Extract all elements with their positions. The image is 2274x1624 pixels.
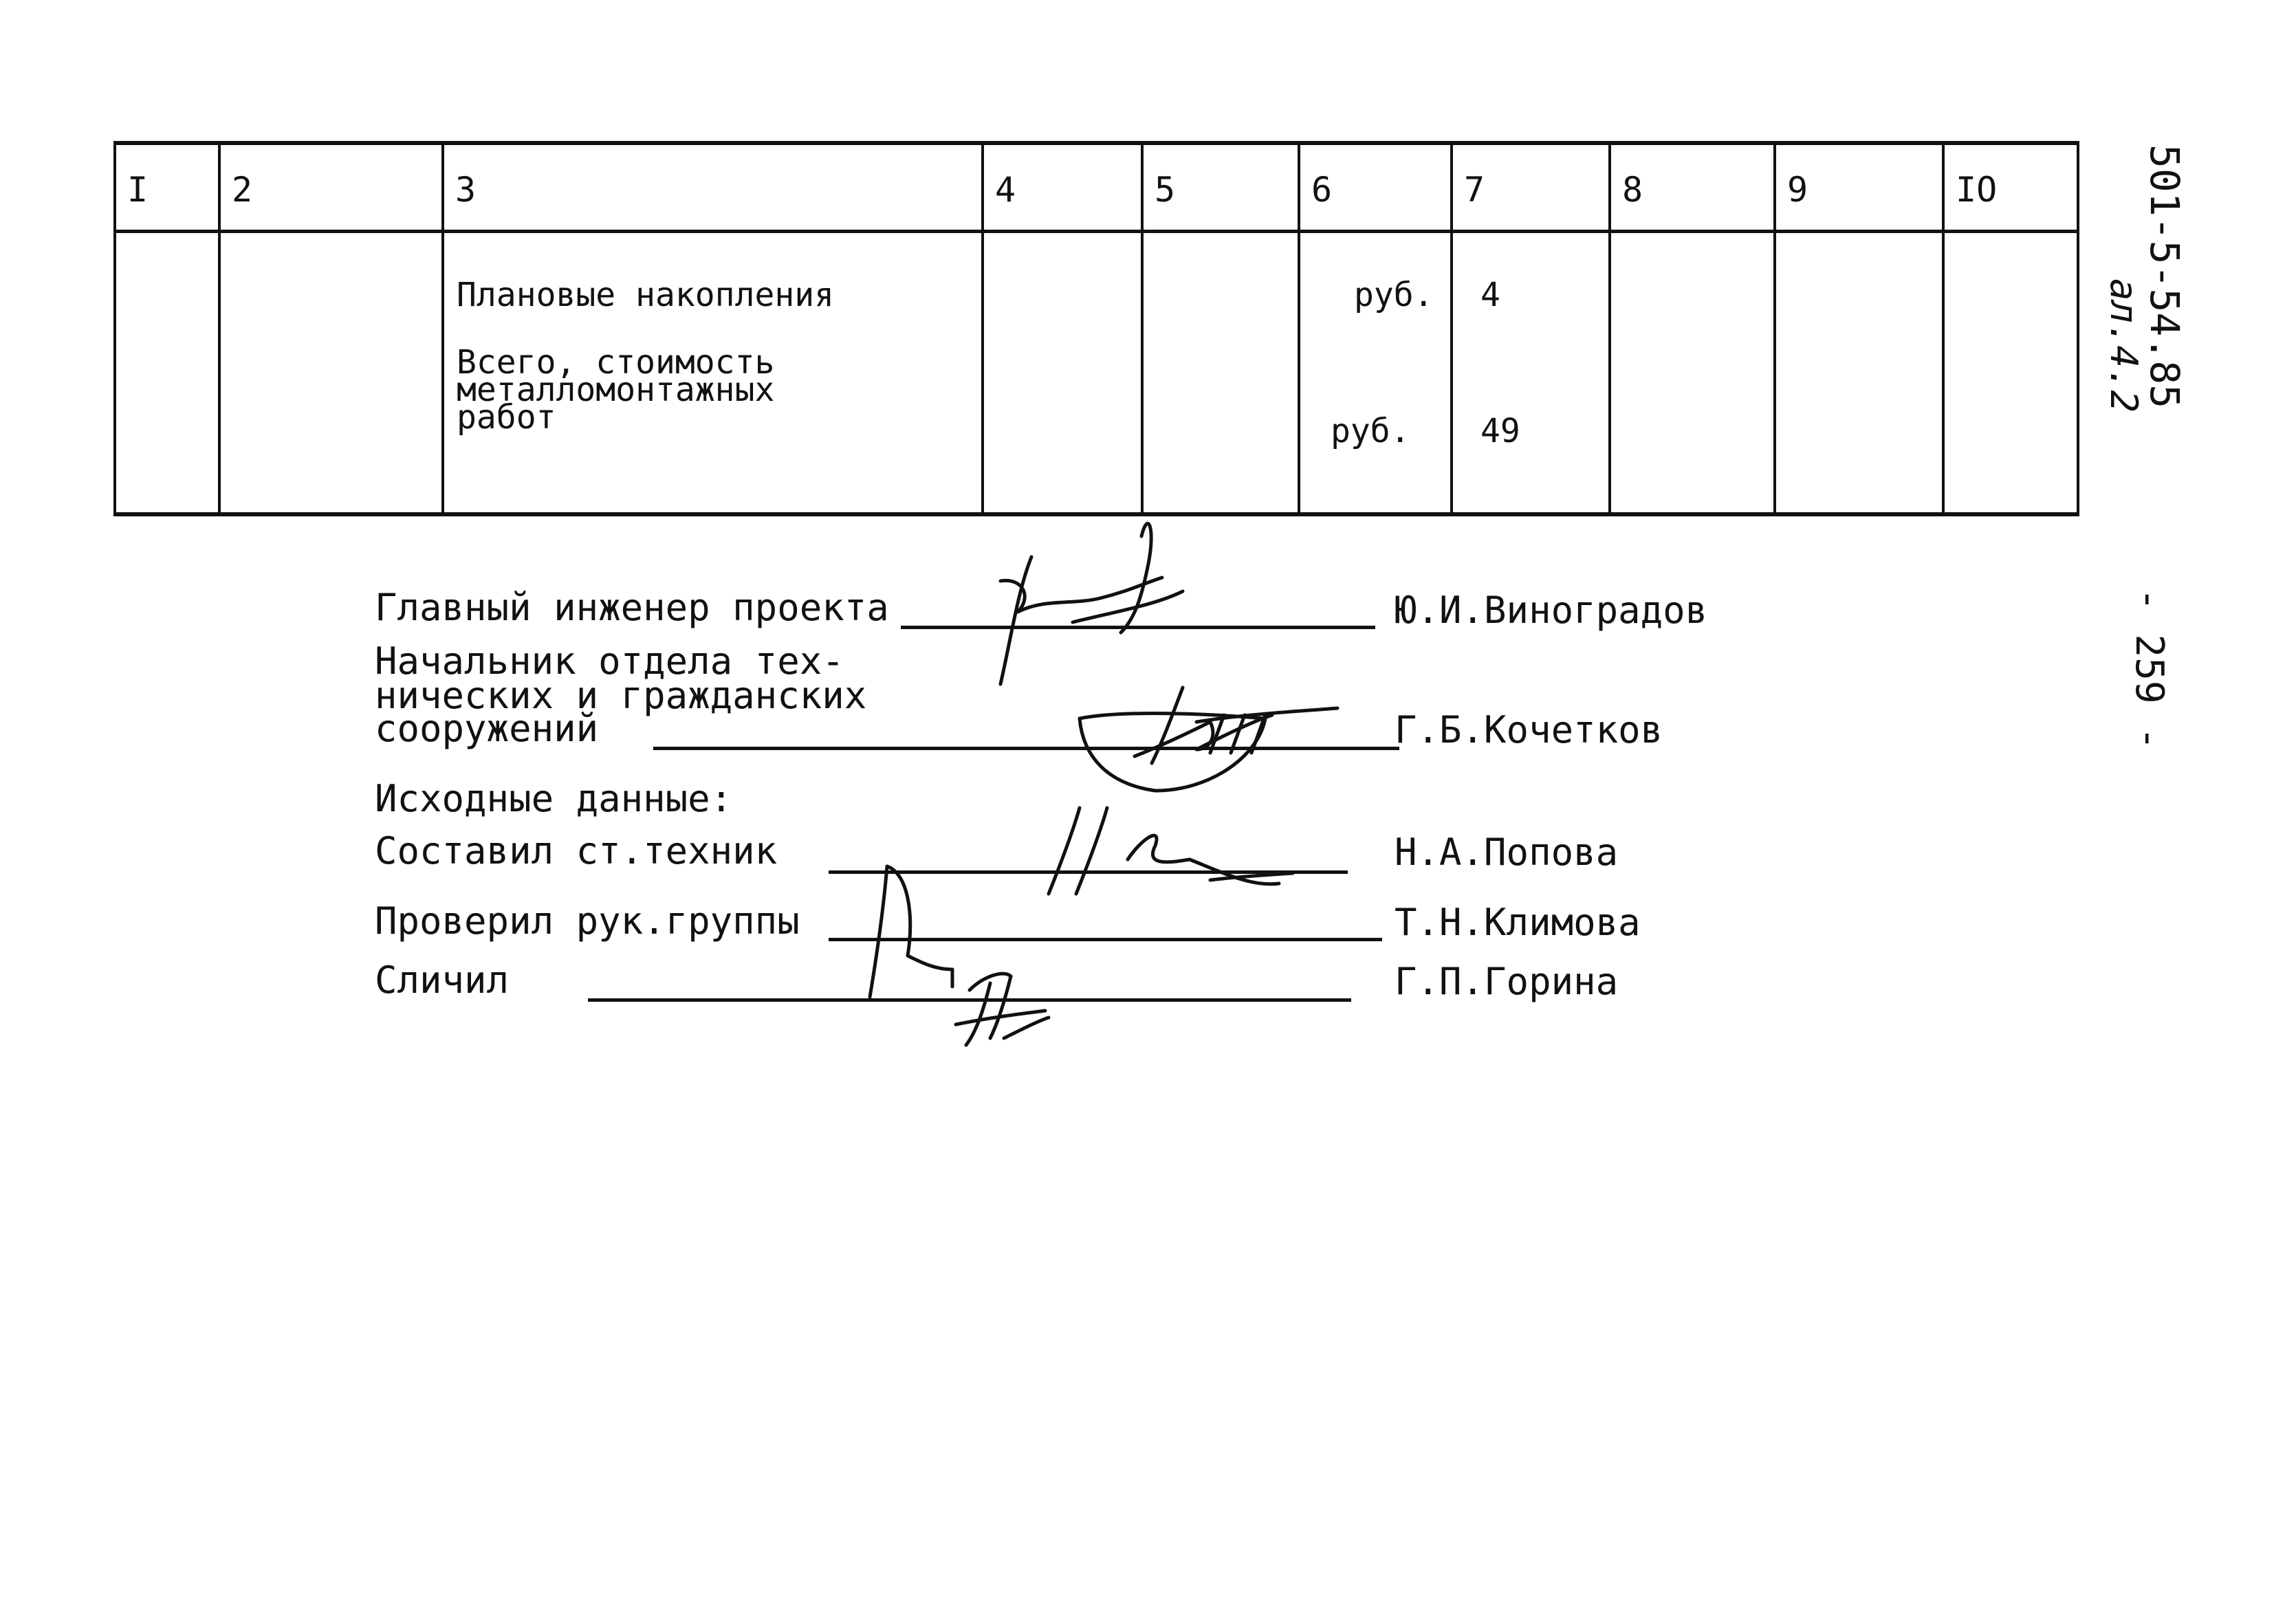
verified-by-signature-drawing (956, 974, 1049, 1045)
column-header-10: IO (1943, 143, 2078, 231)
row-total-description-line-1: Всего, стоимость (457, 342, 775, 382)
source-data-label: Исходные данные: (375, 777, 733, 820)
column-header-1: I (115, 143, 219, 231)
department-head-signature-drawing (1080, 688, 1337, 791)
album-number: ал.4.2 (2102, 278, 2145, 413)
page-number: - 259 - (2127, 588, 2172, 751)
department-head-title-line-3: сооружений (375, 707, 599, 750)
column-header-9: 9 (1775, 143, 1943, 231)
checked-by-signature-drawing (870, 866, 952, 997)
department-head-title-line-1: Начальник отдела тех- (375, 639, 844, 683)
row-planned-savings-value: 4 (1480, 275, 1500, 314)
row-planned-savings-unit: руб. (1354, 275, 1434, 314)
verified-by-title: Сличил (375, 958, 510, 1002)
row-total-value: 49 (1480, 411, 1520, 450)
chief-engineer-name: Ю.И.Виноградов (1395, 589, 1708, 632)
column-header-4: 4 (983, 143, 1142, 231)
department-head-name: Г.Б.Кочетков (1395, 708, 1663, 751)
row-total-description-line-2: металломонтажных (457, 370, 775, 409)
chief-engineer-signature-drawing (1001, 523, 1183, 684)
checked-by-name: Т.Н.Климова (1395, 901, 1641, 944)
compiled-by-signature-drawing (1049, 808, 1293, 894)
document-code: 501-5-54.85 (2141, 144, 2188, 409)
chief-engineer-title: Главный инженер проекта (375, 586, 889, 629)
checked-by-title: Проверил рук.группы (375, 899, 800, 943)
column-header-3: 3 (443, 143, 983, 231)
row-total-description-line-3: работ (457, 397, 556, 437)
compiled-by-title: Составил ст.техник (375, 829, 778, 873)
department-head-title-line-2: нических и гражданских (375, 674, 867, 717)
compiled-by-name: Н.А.Попова (1395, 831, 1619, 874)
row-total-unit: руб. (1331, 411, 1410, 450)
verified-by-name: Г.П.Горина (1395, 960, 1619, 1003)
column-header-7: 7 (1452, 143, 1610, 231)
column-header-8: 8 (1610, 143, 1775, 231)
row-planned-savings-description: Плановые накопления (457, 275, 835, 314)
column-header-6: 6 (1299, 143, 1452, 231)
column-header-2: 2 (219, 143, 443, 231)
column-header-5: 5 (1142, 143, 1299, 231)
